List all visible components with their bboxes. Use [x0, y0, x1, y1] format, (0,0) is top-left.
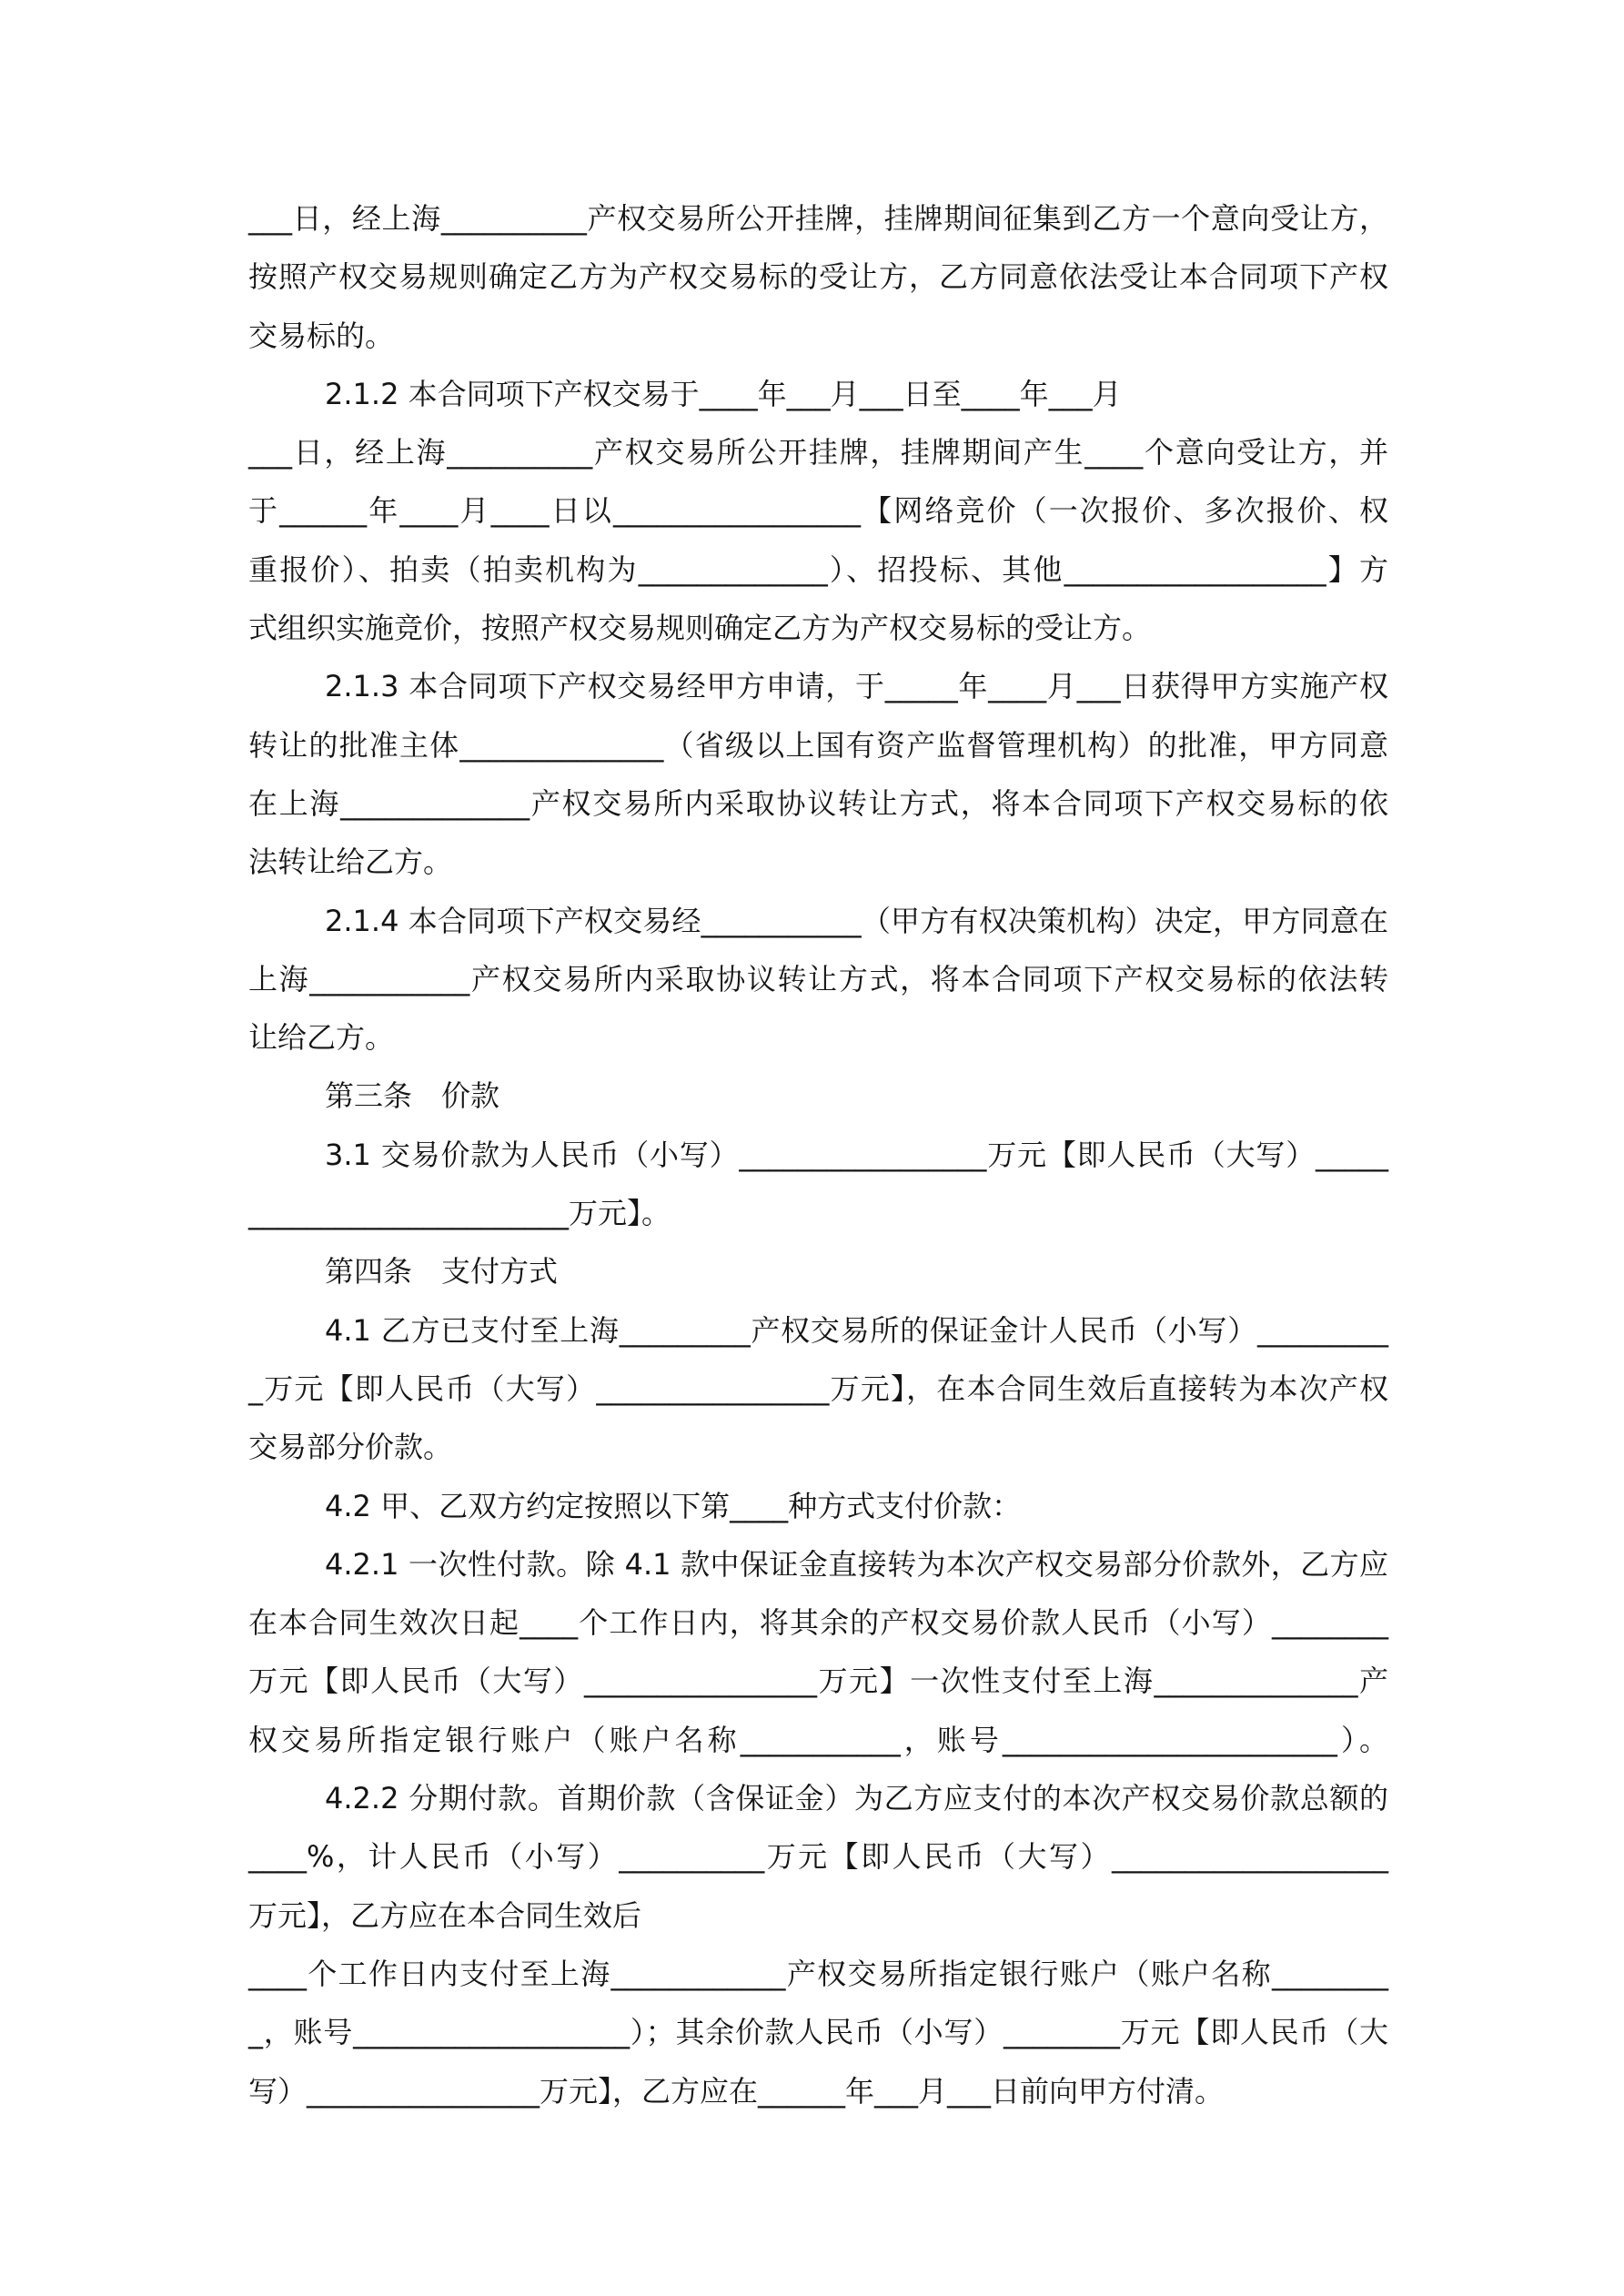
clause-4-2 [248, 1477, 1388, 1535]
text-line: ______________________万元】。 [248, 1196, 671, 1231]
text-line: 交易部分价款。 [248, 1430, 453, 1465]
text-line: 4.2 甲、乙双方约定按照以下第____种方式支付价款： [325, 1488, 1022, 1523]
clause-2-1-3 [248, 657, 1388, 891]
text-line: 按照产权交易规则确定乙方为产权交易标的受让方，乙方同意依法受让本合同项下产权 [248, 259, 1388, 295]
text-line: 在上海_____________产权交易所内采取协议转让方式，将本合同项下产权交易标的依 [248, 785, 1388, 821]
text-line: 4.2.1 一次性付款。除 4.1 款中保证金直接转为本次产权交易部分价款外，乙方应 [325, 1546, 1388, 1582]
clause-4-2-2 [248, 1769, 1388, 2120]
clause-4-1 [248, 1301, 1388, 1477]
text-line: ___日，经上海__________产权交易所公开挂牌，挂牌期间征集到乙方一个意向受让方， [248, 201, 1388, 236]
text-line: 于______年____月____日以_________________【网络竞价（一次报价、多次报价、权 [248, 493, 1388, 529]
text-line: 万元】，乙方应在本合同生效后 [248, 1897, 642, 1933]
text-line: ____%，计人民币（小写）__________万元【即人民币（大写）___________________ [248, 1839, 1388, 1875]
text-line: 法转让给乙方。 [248, 845, 453, 880]
article-heading: 第三条 价款 [325, 1078, 500, 1114]
text-line: 写）________________万元】，乙方应在______年___月___日前向甲方付清。 [248, 2073, 1225, 2109]
text-line: 上海___________产权交易所内采取协议转让方式，将本合同项下产权交易标的依法转 [248, 961, 1388, 996]
text-line: 3.1 交易价款为人民币（小写）_________________万元【即人民币（大写）_____ [325, 1137, 1388, 1172]
article-3 [248, 1067, 1388, 1242]
clause-4-2-1 [248, 1535, 1388, 1769]
article-4 [248, 1242, 1388, 2119]
text-line: ____个工作日内支付至上海____________产权交易所指定银行账户（账户名称________ [248, 1956, 1388, 1991]
text-line: 权交易所指定银行账户（账户名称___________，账号_______________________）。 [248, 1722, 1388, 1757]
clause-3-1 [248, 1126, 1388, 1243]
text-line: 2.1.4 本合同项下产权交易经___________（甲方有权决策机构）决定，甲方同意在 [325, 903, 1388, 938]
article-heading: 第四条 支付方式 [325, 1254, 559, 1290]
clause-2-1-1-continued [248, 189, 1388, 365]
text-line: 4.1 乙方已支付至上海_________产权交易所的保证金计人民币（小写）_________ [325, 1312, 1388, 1348]
text-line: 2.1.3 本合同项下产权交易经甲方申请，于_____年____月___日获得甲方实施产权 [325, 669, 1388, 704]
text-line: ___日，经上海__________产权交易所公开挂牌，挂牌期间产生____个意向受让方，并 [248, 435, 1388, 470]
text-line: 交易标的。 [248, 318, 395, 353]
clause-2-1-2 [248, 365, 1388, 657]
text-line: 在本合同生效次日起____个工作日内，将其余的产权交易价款人民币（小写）________ [248, 1605, 1388, 1641]
text-line: _，账号___________________）；其余价款人民币（小写）________万元【即人民币（大 [248, 2015, 1388, 2050]
text-line: 式组织实施竞价，按照产权交易规则确定乙方为产权交易标的受让方。 [248, 611, 1152, 646]
text-line: 万元【即人民币（大写）________________万元】一次性支付至上海______________产 [248, 1664, 1388, 1699]
text-line: 让给乙方。 [248, 1020, 395, 1056]
text-line: _万元【即人民币（大写）________________万元】，在本合同生效后直接转为本次产权 [248, 1371, 1388, 1406]
clause-2-1-4 [248, 892, 1388, 1067]
text-line: 4.2.2 分期付款。首期价款（含保证金）为乙方应支付的本次产权交易价款总额的 [325, 1781, 1388, 1816]
text-line: 转让的批准主体______________（省级以上国有资产监督管理机构）的批准，甲方同意 [248, 727, 1388, 763]
document-body [248, 189, 1388, 2120]
text-line: 2.1.2 本合同项下产权交易于____年___月___日至____年___月 [325, 376, 1122, 411]
text-line: 重报价）、拍卖（拍卖机构为_____________）、招投标、其他__________________】方 [248, 551, 1388, 587]
